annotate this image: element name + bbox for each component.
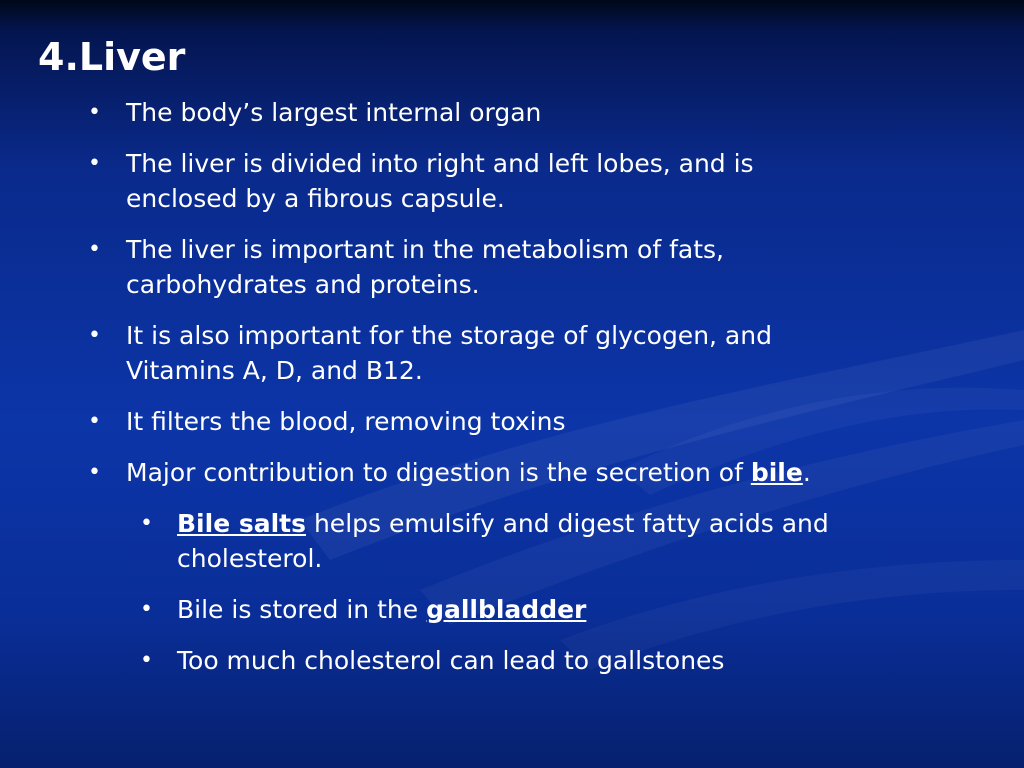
bullet-list xyxy=(0,95,1024,694)
term-bile-salts: Bile salts xyxy=(177,509,307,538)
term-gallbladder: gallbladder xyxy=(426,595,587,624)
bullet-text: Too much cholesterol can lead to gallstones xyxy=(177,646,725,675)
bullet-item xyxy=(0,455,866,490)
sub-bullet-item xyxy=(0,643,937,678)
bullet-text: It is also important for the storage of glycogen, and Vitamins A, D, and B12. xyxy=(126,321,772,385)
bullet-text: The liver is divided into right and left lobes, and is enclosed by a fibrous capsule. xyxy=(126,149,754,213)
bullet-item xyxy=(0,232,866,302)
bullet-item xyxy=(0,404,866,439)
sub-bullet-item xyxy=(0,592,937,627)
bullet-dot-icon: • xyxy=(88,100,101,125)
bullet-dot-icon: • xyxy=(140,511,153,536)
bullet-dot-icon: • xyxy=(88,151,101,176)
bullet-item xyxy=(0,146,866,216)
bullet-item xyxy=(0,318,866,388)
slide-title: 4.Liver xyxy=(38,35,186,79)
bullet-text: Major contribution to digestion is the secretion of xyxy=(126,458,751,487)
term-bile: bile xyxy=(750,458,803,487)
bullet-dot-icon: • xyxy=(88,237,101,262)
bullet-dot-icon: • xyxy=(88,323,101,348)
bullet-dot-icon: • xyxy=(140,648,153,673)
bullet-dot-icon: • xyxy=(140,597,153,622)
bullet-item xyxy=(0,95,866,130)
bullet-text: Bile is stored in the xyxy=(177,595,427,624)
bullet-dot-icon: • xyxy=(88,409,101,434)
bullet-text: It filters the blood, removing toxins xyxy=(126,407,566,436)
bullet-text-end: . xyxy=(802,458,811,487)
bullet-dot-icon: • xyxy=(88,460,101,485)
sub-bullet-item xyxy=(0,506,937,576)
bullet-text: The body’s largest internal organ xyxy=(126,98,542,127)
bullet-text: helps emulsify and digest fatty acids and cholesterol. xyxy=(177,509,829,573)
bullet-text: The liver is important in the metabolism of fats, carbohydrates and proteins. xyxy=(126,235,724,299)
